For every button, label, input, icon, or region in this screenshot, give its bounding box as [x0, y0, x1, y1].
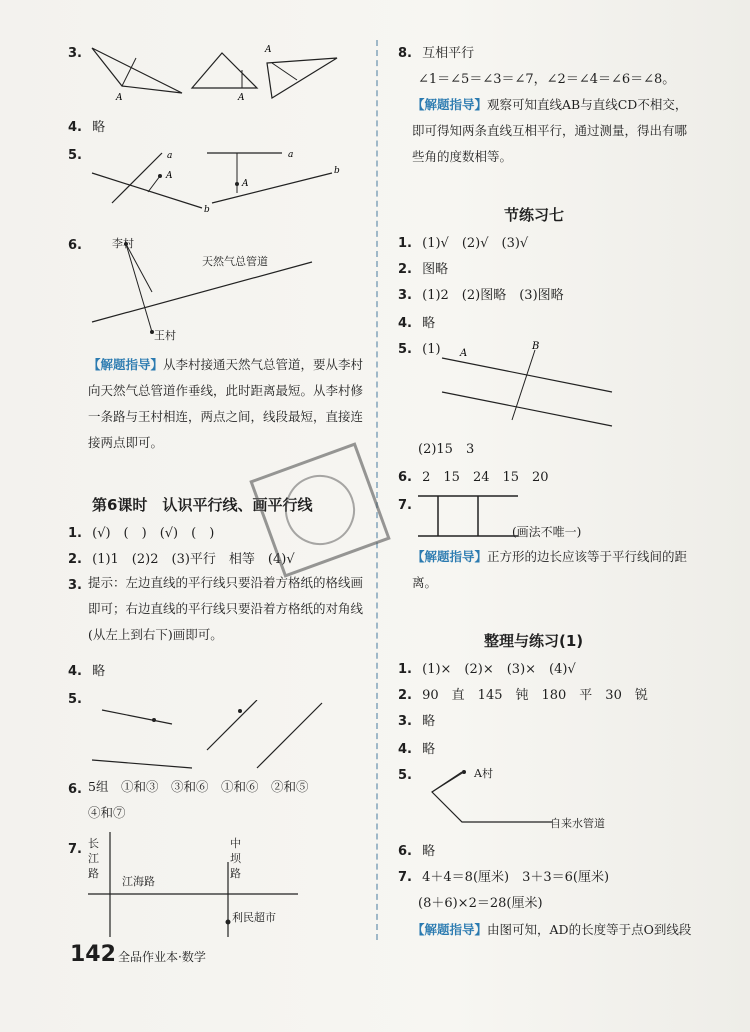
a-village-label: A村 [474, 767, 493, 780]
tip-tag: 【解题指导】 [412, 922, 488, 937]
t1-item: 1. (1)× (2)× (3)× (4)√ [398, 662, 576, 677]
svg-text:A: A [238, 93, 245, 103]
changjiang-road-label: 长江路 [88, 837, 99, 880]
s5-parallel-figure [432, 340, 632, 430]
li-village-label: 李村 [112, 237, 134, 250]
l3-answer: 提示：左边直线的平行线只要沿着方格纸的格线画即可；右边直线的平行线只要沿着方格纸的对角线(从左上到右下)画即可。 [88, 575, 364, 642]
wang-village-label: 王村 [154, 329, 176, 342]
t3-item: 3. 略 [398, 714, 436, 729]
s7-tip: 【解题指导】正方形的边长应该等于平行线间的距离。 [412, 549, 688, 590]
s4-item: 4. 略 [398, 316, 436, 331]
svg-text:a: a [167, 151, 173, 161]
pipeline-label: 天然气总管道 [202, 255, 268, 268]
tip-tag: 【解题指导】 [88, 357, 164, 372]
water-pipe-label: 自来水管道 [550, 817, 605, 830]
tip-tag: 【解题指导】 [412, 549, 488, 564]
l3-item: 3. [68, 578, 82, 593]
q4-item: 4. 略 [68, 120, 106, 135]
t7-tip: 【解题指导】由图可知，AD的长度等于点O到线段 [412, 922, 692, 937]
watermark-stamp-icon [240, 440, 400, 580]
svg-text:A: A [460, 348, 468, 359]
l6-answer: 5组 ①和③ ③和⑥ ①和⑥ ②和⑤ ④和⑦ [88, 779, 321, 820]
l1-item: 1. (√) ( ) (√) ( ) [68, 526, 215, 541]
tip-tag: 【解题指导】 [412, 97, 488, 112]
l6-item: 6. [68, 782, 82, 797]
zhongba-road-label: 中坝路 [230, 837, 241, 880]
lesson-6-title: 第6课时 认识平行线、画平行线 [92, 496, 313, 514]
r8-tip: 【解题指导】观察可知直线AB与直线CD不相交，即可得知两条直线互相平行，通过测量，得出有哪些角的度数相等。 [412, 97, 688, 164]
r8-item: 8. 互相平行 [398, 46, 475, 61]
q6-item: 6. [68, 238, 82, 253]
q6-tip: 【解题指导】从李村接通天然气总管道，要从李村向天然气总管道作垂线，此时距离最短。从李村修一条路与王村相连，两点之间，线段最短，直接连接两点即可。 [88, 357, 364, 450]
q3-triangles-figure [82, 38, 372, 108]
section-7-title: 节练习七 [504, 206, 565, 224]
t4-item: 4. 略 [398, 742, 436, 757]
s3-item: 3. (1)2 (2)图略 (3)图略 [398, 288, 564, 303]
review-title: 整理与练习(1) [484, 632, 584, 650]
s2-item: 2. 图略 [398, 262, 449, 277]
svg-text:a: a [288, 150, 294, 160]
s6-item: 6. 2 15 24 15 20 [398, 470, 549, 485]
s5-item: 5. (1) [398, 342, 441, 357]
s5-answer-2: (2)15 3 [418, 442, 475, 457]
s1-item: 1. (1)√ (2)√ (3)√ [398, 236, 529, 251]
t7-item: 7. 4＋4＝8(厘米) 3＋3＝6(厘米) [398, 870, 610, 885]
svg-text:A: A [265, 45, 272, 55]
limin-market-label: 利民超市 [232, 911, 276, 924]
l4-item: 4. 略 [68, 664, 106, 679]
t5-item: 5. [398, 768, 412, 783]
s7-note: (画法不唯一) [512, 525, 582, 539]
l2-item: 2. (1)1 (2)2 (3)平行 相等 (4)√ [68, 552, 295, 567]
t7-answer-2: (8＋6)×2＝28(厘米) [418, 896, 543, 911]
l5-item: 5. [68, 692, 82, 707]
book-title: 全品作业本·数学 [118, 950, 206, 964]
q5-perpendicular-figure [82, 148, 372, 218]
svg-text:b: b [334, 166, 340, 176]
svg-text:b: b [204, 205, 210, 215]
svg-text:A: A [116, 93, 123, 103]
q5-item: 5. [68, 148, 82, 163]
svg-text:B: B [532, 341, 540, 352]
svg-text:A: A [242, 179, 249, 189]
svg-text:A: A [166, 171, 173, 181]
s7-item: 7. [398, 498, 412, 513]
q3-item: 3. [68, 46, 82, 61]
t6-item: 6. 略 [398, 844, 436, 859]
l5-parallel-figure [92, 700, 352, 770]
t2-item: 2. 90 直 145 钝 180 平 30 锐 [398, 688, 648, 703]
l7-item: 7. [68, 842, 82, 857]
jianghai-road-label: 江海路 [122, 875, 155, 888]
r8-equation: ∠1＝∠5＝∠3＝∠7，∠2＝∠4＝∠6＝∠8。 [418, 72, 676, 87]
page-number: 142 [70, 942, 116, 967]
